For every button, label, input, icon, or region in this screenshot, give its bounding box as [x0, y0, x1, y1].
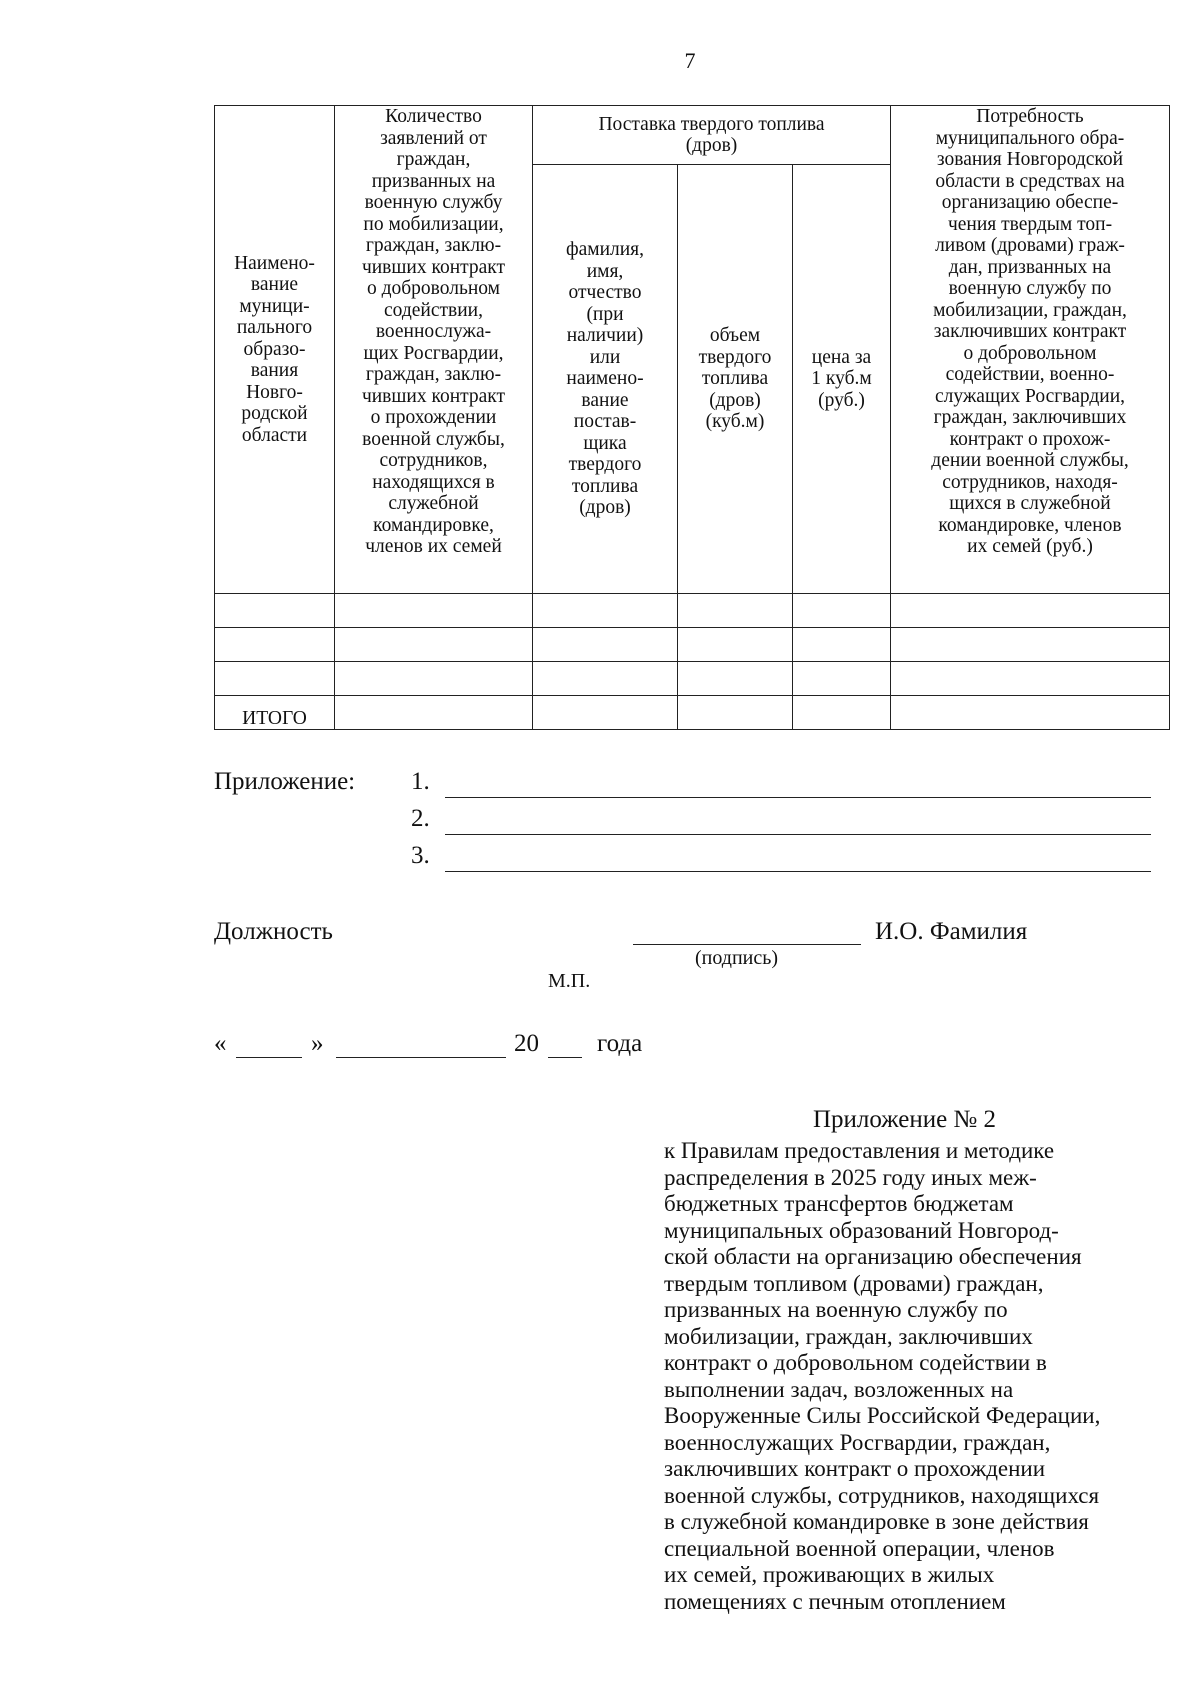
table-cell	[678, 662, 793, 696]
table-cell	[891, 594, 1170, 628]
attachments-label: Приложение:	[214, 768, 356, 795]
table-cell	[533, 696, 678, 730]
header-fuel-volume: объем твердого топлива (дров) (куб.м)	[678, 165, 793, 594]
table-cell	[793, 696, 891, 730]
table-cell	[335, 628, 533, 662]
year-prefix: 20	[514, 1030, 539, 1057]
signer-name: И.О. Фамилия	[875, 918, 1028, 945]
table-cell	[793, 594, 891, 628]
header-funding-need: Потребность муниципального обра- зования Новгородской области в средствах на организацию обеспе- чения твердым топ- ливом (дровами) граж- дан, призванных на военную службу по мобилизации, граждан, заключивших контракт о добровольном содействии, военно- служащих Росгвардии, граждан, заключивших контракт о прохож- дении военной службы, сотрудников, находя- щихся в служебной командировке, членов их семей (руб.)	[891, 106, 1170, 594]
table-cell	[891, 628, 1170, 662]
attachment-number: 1.	[411, 768, 430, 795]
attachment-blank[interactable]	[445, 834, 1151, 835]
month-blank[interactable]	[336, 1057, 506, 1058]
date-close-quote: »	[311, 1030, 324, 1057]
table-cell	[533, 662, 678, 696]
day-blank[interactable]	[236, 1057, 302, 1058]
table-cell	[215, 662, 335, 696]
table-row	[215, 628, 1170, 662]
attachment-line-2[interactable]	[411, 805, 1151, 837]
table-cell	[678, 696, 793, 730]
date-open-quote: «	[214, 1030, 227, 1057]
attachment-blank[interactable]	[445, 871, 1151, 872]
table-row	[215, 594, 1170, 628]
table-cell	[533, 594, 678, 628]
position-label: Должность	[214, 918, 333, 945]
header-applications-count: Количество заявлений от граждан, призванных на военную службу по мобилизации, граждан, заклю- чивших контракт о добровольном содействии, военнослужа- щих Росгвардии, граждан, заклю- чивших контракт о прохождении военной службы, сотрудников, находящихся в служебной командировке, членов их семей	[335, 106, 533, 594]
attachment-line-3[interactable]	[411, 842, 1151, 874]
table-cell	[215, 628, 335, 662]
table-cell	[793, 628, 891, 662]
attachment-number: 2.	[411, 805, 430, 832]
header-municipality: Наимено- вание муници- пального образо- вания Новго- родской области	[215, 106, 335, 594]
attachment-line-1[interactable]	[411, 768, 1151, 800]
signature-blank[interactable]	[633, 944, 861, 945]
table-cell	[335, 662, 533, 696]
header-price-per-cubic-meter: цена за 1 куб.м (руб.)	[793, 165, 891, 594]
year-blank[interactable]	[548, 1057, 582, 1058]
date-row	[214, 1030, 814, 1064]
header-fuel-supply: Поставка твердого топлива (дров)	[533, 106, 891, 165]
page-number: 7	[684, 48, 696, 73]
attachment-number: 3.	[411, 842, 430, 869]
appendix-2-text: к Правилам предоставления и методике распределения в 2025 году иных меж- бюджетных трансфертов бюджетам муниципальных образований Новгород- ской области на организацию обеспечения твердым топливом (дровами) граждан, призванных на военную службу по мобилизации, граждан, заключивших контракт о добровольном содействии в выполнении задач, возложенных на Вооруженные Силы Российской Федерации, военнослужащих Росгвардии, граждан, заключивших контракт о прохождении военной службы, сотрудников, находящихся в служебной командировке в зоне действия специальной военной операции, членов их семей, проживающих в жилых помещениях с печным отоплением	[664, 1138, 1101, 1614]
application-table	[214, 105, 1170, 730]
table-cell	[891, 662, 1170, 696]
stamp-label: М.П.	[548, 970, 591, 992]
table-row	[215, 662, 1170, 696]
table-cell	[335, 594, 533, 628]
table-header-row	[215, 106, 1170, 165]
attachment-blank[interactable]	[445, 797, 1151, 798]
table-cell	[533, 628, 678, 662]
header-supplier-name: фамилия, имя, отчество (при наличии) или наимено- вание постав- щика твердого топлива (дров)	[533, 165, 678, 594]
year-word: года	[597, 1030, 643, 1057]
total-label: ИТОГО	[215, 696, 335, 730]
table-cell	[793, 662, 891, 696]
table-cell	[891, 696, 1170, 730]
appendix-2-title: Приложение № 2	[813, 1106, 997, 1133]
table-cell	[335, 696, 533, 730]
table-cell	[215, 594, 335, 628]
table-cell	[678, 628, 793, 662]
total-row	[215, 696, 1170, 730]
signature-caption: (подпись)	[695, 947, 779, 969]
table-cell	[678, 594, 793, 628]
